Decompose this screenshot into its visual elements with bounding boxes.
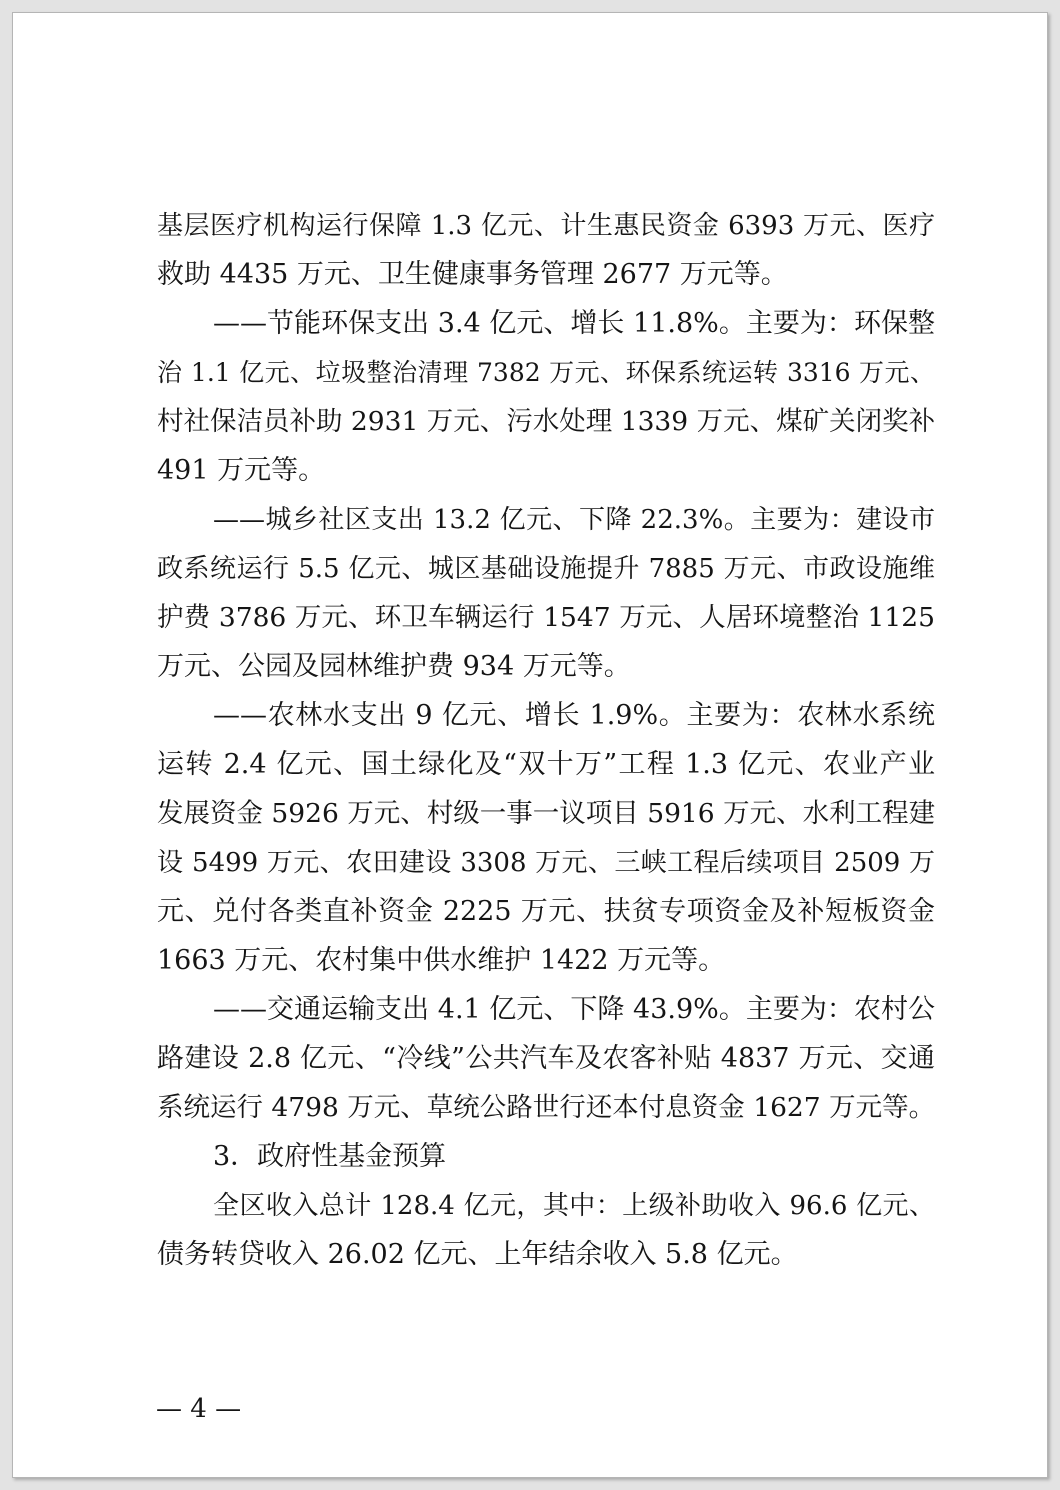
paragraph-heading-agriculture: ——农林水支出 9 亿元、增长 1.9%。主要为：农林水系统 (213, 700, 935, 731)
text-line: 救助 4435 万元、卫生健康事务管理 2677 万元等。 (157, 259, 788, 290)
document-page (12, 12, 1048, 1478)
text-line: 发展资金 5926 万元、村级一事一议项目 5916 万元、水利工程建 (157, 798, 936, 829)
text-line: 路建设 2.8 亿元、“冷线”公共汽车及农客补贴 4837 万元、交通 (157, 1043, 935, 1074)
text-line: 系统运行 4798 万元、草统公路世行还本付息资金 1627 万元等。 (157, 1092, 936, 1123)
text-line: 元、兑付各类直补资金 2225 万元、扶贫专项资金及补短板资金 (157, 896, 935, 927)
text-line: 政系统运行 5.5 亿元、城区基础设施提升 7885 万元、市政设施维 (157, 554, 935, 584)
text-line: 1663 万元、农村集中供水维护 1422 万元等。 (157, 945, 726, 976)
page-number: — 4 — (156, 1394, 242, 1424)
paragraph-heading-energy: ——节能环保支出 3.4 亿元、增长 11.8%。主要为：环保整 (213, 308, 935, 339)
text-line: 全区收入总计 128.4 亿元，其中：上级补助收入 96.6 亿元、 (213, 1191, 935, 1221)
text-line: 村社保洁员补助 2931 万元、污水处理 1339 万元、煤矿关闭奖补 (157, 406, 936, 437)
text-line: 债务转贷收入 26.02 亿元、上年结余收入 5.8 亿元。 (157, 1239, 798, 1270)
text-line: 治 1.1 亿元、垃圾整治清理 7382 万元、环保系统运转 3316 万元、 (157, 358, 935, 387)
text-line: 护费 3786 万元、环卫车辆运行 1547 万元、人居环境整治 1125 (157, 602, 935, 633)
section-heading-government-fund: 3．政府性基金预算 (213, 1141, 447, 1172)
text-line: 基层医疗机构运行保障 1.3 亿元、计生惠民资金 6393 万元、医疗 (157, 211, 935, 241)
paragraph-heading-transport: ——交通运输支出 4.1 亿元、下降 43.9%。主要为：农村公 (213, 994, 935, 1025)
paragraph-heading-urban: ——城乡社区支出 13.2 亿元、下降 22.3%。主要为：建设市 (213, 505, 935, 535)
text-line: 491 万元等。 (157, 455, 326, 486)
text-line: 设 5499 万元、农田建设 3308 万元、三峡工程后续项目 2509 万 (157, 848, 935, 878)
text-line: 运转 2.4 亿元、国土绿化及“双十万”工程 1.3 亿元、农业产业 (157, 749, 935, 780)
text-line: 万元、公园及园林维护费 934 万元等。 (157, 651, 631, 682)
